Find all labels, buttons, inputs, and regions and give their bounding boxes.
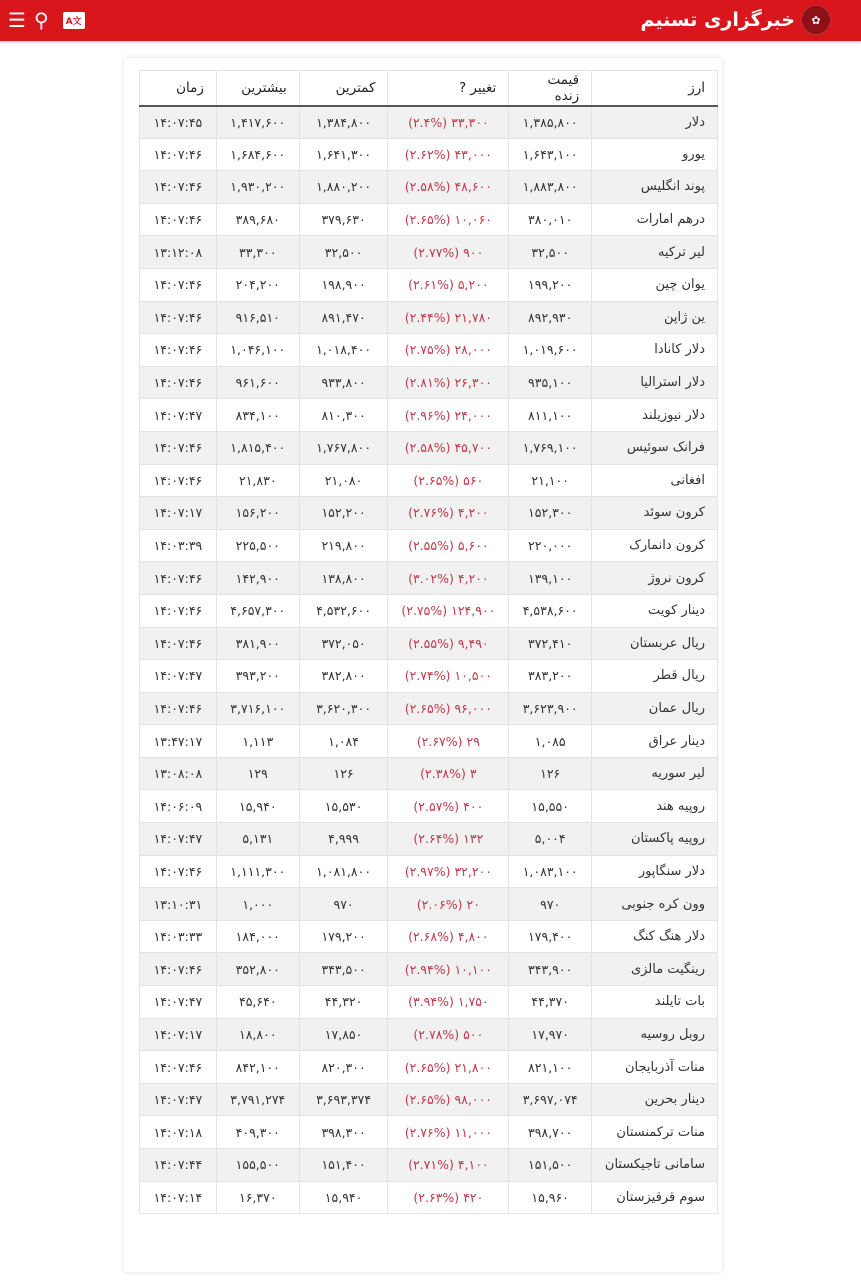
high-price: ۲۰۴,۲۰۰ bbox=[216, 268, 299, 301]
live-price: ۳۸۳,۲۰۰ bbox=[509, 660, 592, 693]
high-price: ۸۳۴,۱۰۰ bbox=[216, 399, 299, 432]
update-time: ۱۴:۰۷:۴۶ bbox=[140, 334, 217, 367]
live-price: ۸۹۲,۹۳۰ bbox=[509, 301, 592, 334]
table-row bbox=[140, 203, 718, 236]
update-time: ۱۴:۰۷:۴۶ bbox=[140, 692, 217, 725]
table-row bbox=[140, 334, 718, 367]
price-change: ۵,۲۰۰ (۲.۶۱%) bbox=[388, 268, 509, 301]
table-row bbox=[140, 497, 718, 530]
currency-name: دینار کویت bbox=[592, 594, 718, 627]
col-high: بیشترین bbox=[216, 71, 299, 106]
price-change: ۴,۱۰۰ (۲.۷۱%) bbox=[388, 1149, 509, 1182]
site-name: خبرگزاری تسنیم bbox=[640, 9, 795, 31]
low-price: ۳۷۲,۰۵۰ bbox=[299, 627, 388, 660]
low-price: ۳,۶۹۳,۳۷۴ bbox=[299, 1083, 388, 1116]
low-price: ۲۱,۰۸۰ bbox=[299, 464, 388, 497]
low-price: ۸۹۱,۴۷۰ bbox=[299, 301, 388, 334]
currency-name: رینگیت مالزی bbox=[592, 953, 718, 986]
update-time: ۱۴:۰۷:۴۴ bbox=[140, 1149, 217, 1182]
table-row bbox=[140, 660, 718, 693]
live-price: ۳,۶۹۷,۰۷۴ bbox=[509, 1083, 592, 1116]
table-row bbox=[140, 268, 718, 301]
currency-name: دلار هنگ کنگ bbox=[592, 920, 718, 953]
update-time: ۱۴:۰۷:۴۶ bbox=[140, 627, 217, 660]
low-price: ۳۸۲,۸۰۰ bbox=[299, 660, 388, 693]
low-price: ۱۷۹,۲۰۰ bbox=[299, 920, 388, 953]
high-price: ۳,۷۹۱,۲۷۴ bbox=[216, 1083, 299, 1116]
table-row bbox=[140, 1018, 718, 1051]
low-price: ۹۳۳,۸۰۰ bbox=[299, 366, 388, 399]
price-change: ۲۸,۰۰۰ (۲.۷۵%) bbox=[388, 334, 509, 367]
update-time: ۱۴:۰۷:۴۷ bbox=[140, 399, 217, 432]
low-price: ۴۴,۳۲۰ bbox=[299, 986, 388, 1019]
table-row bbox=[140, 920, 718, 953]
update-time: ۱۴:۰۷:۴۷ bbox=[140, 660, 217, 693]
currency-name: یورو bbox=[592, 138, 718, 171]
live-price: ۳,۶۲۳,۹۰۰ bbox=[509, 692, 592, 725]
table-row bbox=[140, 953, 718, 986]
high-price: ۴۵,۶۴۰ bbox=[216, 986, 299, 1019]
currency-name: روپیه پاکستان bbox=[592, 823, 718, 856]
high-price: ۳۵۲,۸۰۰ bbox=[216, 953, 299, 986]
high-price: ۳۹۳,۲۰۰ bbox=[216, 660, 299, 693]
table-row bbox=[140, 106, 718, 139]
table-row bbox=[140, 1116, 718, 1149]
toolbar-icons bbox=[8, 8, 85, 32]
table-row bbox=[140, 431, 718, 464]
low-price: ۳۹۸,۳۰۰ bbox=[299, 1116, 388, 1149]
live-price: ۱۷,۹۷۰ bbox=[509, 1018, 592, 1051]
table-row bbox=[140, 138, 718, 171]
currency-name: ین ژاپن bbox=[592, 301, 718, 334]
low-price: ۱۵,۵۳۰ bbox=[299, 790, 388, 823]
price-change: ۱۱,۰۰۰ (۲.۷۶%) bbox=[388, 1116, 509, 1149]
price-change: ۴۲۰ (۲.۶۳%) bbox=[388, 1181, 509, 1214]
table-row bbox=[140, 725, 718, 758]
currency-name: لیر سوریه bbox=[592, 757, 718, 790]
price-change: ۲۶,۳۰۰ (۲.۸۱%) bbox=[388, 366, 509, 399]
high-price: ۳,۷۱۶,۱۰۰ bbox=[216, 692, 299, 725]
update-time: ۱۴:۰۷:۴۶ bbox=[140, 953, 217, 986]
price-change: ۲۱,۷۸۰ (۲.۴۴%) bbox=[388, 301, 509, 334]
price-change: ۳ (۲.۳۸%) bbox=[388, 757, 509, 790]
table-row bbox=[140, 236, 718, 269]
table-row bbox=[140, 594, 718, 627]
top-bar bbox=[0, 0, 861, 41]
table-row bbox=[140, 464, 718, 497]
price-change: ۴۰۰ (۲.۵۷%) bbox=[388, 790, 509, 823]
low-price: ۱۳۸,۸۰۰ bbox=[299, 562, 388, 595]
high-price: ۴۰۹,۳۰۰ bbox=[216, 1116, 299, 1149]
update-time: ۱۴:۰۷:۴۵ bbox=[140, 106, 217, 139]
update-time: ۱۳:۱۲:۰۸ bbox=[140, 236, 217, 269]
price-change: ۱۰,۱۰۰ (۲.۹۴%) bbox=[388, 953, 509, 986]
high-price: ۱,۱۱۱,۳۰۰ bbox=[216, 855, 299, 888]
live-price: ۳۹۸,۷۰۰ bbox=[509, 1116, 592, 1149]
price-change: ۴۸,۶۰۰ (۲.۵۸%) bbox=[388, 171, 509, 204]
currency-name: روپیه هند bbox=[592, 790, 718, 823]
col-currency: ارز bbox=[592, 71, 718, 106]
table-row bbox=[140, 1083, 718, 1116]
currency-name: منات ترکمنستان bbox=[592, 1116, 718, 1149]
high-price: ۳۸۹,۶۸۰ bbox=[216, 203, 299, 236]
update-time: ۱۴:۰۶:۰۹ bbox=[140, 790, 217, 823]
update-time: ۱۴:۰۷:۱۴ bbox=[140, 1181, 217, 1214]
low-price: ۱,۰۸۴ bbox=[299, 725, 388, 758]
table-row bbox=[140, 757, 718, 790]
price-change: ۱۰,۰۶۰ (۲.۶۵%) bbox=[388, 203, 509, 236]
high-price: ۲۲۵,۵۰۰ bbox=[216, 529, 299, 562]
price-change: ۱۲۴,۹۰۰ (۲.۷۵%) bbox=[388, 594, 509, 627]
live-price: ۵,۰۰۴ bbox=[509, 823, 592, 856]
update-time: ۱۴:۰۷:۴۶ bbox=[140, 562, 217, 595]
price-change: ۳۳,۳۰۰ (۲.۴%) bbox=[388, 106, 509, 139]
high-price: ۳۳,۳۰۰ bbox=[216, 236, 299, 269]
high-price: ۵,۱۳۱ bbox=[216, 823, 299, 856]
update-time: ۱۳:۰۸:۰۸ bbox=[140, 757, 217, 790]
col-change[interactable]: تغییر ? bbox=[388, 71, 509, 106]
currency-name: ریال قطر bbox=[592, 660, 718, 693]
update-time: ۱۴:۰۷:۴۶ bbox=[140, 594, 217, 627]
table-row bbox=[140, 888, 718, 921]
price-change: ۱,۷۵۰ (۳.۹۴%) bbox=[388, 986, 509, 1019]
price-change: ۳۲,۲۰۰ (۲.۹۷%) bbox=[388, 855, 509, 888]
live-price: ۱۵۱,۵۰۰ bbox=[509, 1149, 592, 1182]
currency-name: لیر ترکیه bbox=[592, 236, 718, 269]
update-time: ۱۴:۰۷:۴۷ bbox=[140, 1083, 217, 1116]
low-price: ۸۲۰,۳۰۰ bbox=[299, 1051, 388, 1084]
high-price: ۹۶۱,۶۰۰ bbox=[216, 366, 299, 399]
update-time: ۱۴:۰۷:۴۶ bbox=[140, 855, 217, 888]
col-low: کمترین bbox=[299, 71, 388, 106]
price-change: ۲۴,۰۰۰ (۲.۹۶%) bbox=[388, 399, 509, 432]
low-price: ۱۵۱,۴۰۰ bbox=[299, 1149, 388, 1182]
price-change: ۲۰ (۲.۰۶%) bbox=[388, 888, 509, 921]
currency-name: دینار بحرین bbox=[592, 1083, 718, 1116]
low-price: ۱,۳۸۴,۸۰۰ bbox=[299, 106, 388, 139]
price-change: ۵۰۰ (۲.۷۸%) bbox=[388, 1018, 509, 1051]
table-row bbox=[140, 1051, 718, 1084]
low-price: ۱,۰۱۸,۴۰۰ bbox=[299, 334, 388, 367]
high-price: ۳۸۱,۹۰۰ bbox=[216, 627, 299, 660]
high-price: ۱,۰۰۰ bbox=[216, 888, 299, 921]
low-price: ۱۷,۸۵۰ bbox=[299, 1018, 388, 1051]
price-change: ۱۰,۵۰۰ (۲.۷۴%) bbox=[388, 660, 509, 693]
high-price: ۱,۱۱۳ bbox=[216, 725, 299, 758]
live-price: ۴,۵۳۸,۶۰۰ bbox=[509, 594, 592, 627]
live-price: ۳۲,۵۰۰ bbox=[509, 236, 592, 269]
update-time: ۱۴:۰۷:۴۶ bbox=[140, 203, 217, 236]
live-price: ۱۳۹,۱۰۰ bbox=[509, 562, 592, 595]
live-price: ۲۲۰,۰۰۰ bbox=[509, 529, 592, 562]
currency-name: دینار عراق bbox=[592, 725, 718, 758]
high-price: ۱۸۴,۰۰۰ bbox=[216, 920, 299, 953]
high-price: ۱,۸۱۵,۴۰۰ bbox=[216, 431, 299, 464]
table-row bbox=[140, 1181, 718, 1214]
table-row bbox=[140, 529, 718, 562]
price-change: ۹,۴۹۰ (۲.۵۵%) bbox=[388, 627, 509, 660]
live-price: ۳۷۲,۴۱۰ bbox=[509, 627, 592, 660]
update-time: ۱۳:۴۷:۱۷ bbox=[140, 725, 217, 758]
currency-name: روبل روسیه bbox=[592, 1018, 718, 1051]
low-price: ۳۷۹,۶۳۰ bbox=[299, 203, 388, 236]
col-live-price: قیمت زنده bbox=[509, 71, 592, 106]
low-price: ۱,۰۸۱,۸۰۰ bbox=[299, 855, 388, 888]
update-time: ۱۴:۰۷:۴۶ bbox=[140, 171, 217, 204]
update-time: ۱۴:۰۳:۳۹ bbox=[140, 529, 217, 562]
price-change: ۵,۶۰۰ (۲.۵۵%) bbox=[388, 529, 509, 562]
price-change: ۴۵,۷۰۰ (۲.۵۸%) bbox=[388, 431, 509, 464]
live-price: ۸۱۱,۱۰۰ bbox=[509, 399, 592, 432]
live-price: ۱۷۹,۴۰۰ bbox=[509, 920, 592, 953]
price-change: ۵۶۰ (۲.۶۵%) bbox=[388, 464, 509, 497]
currency-name: افغانی bbox=[592, 464, 718, 497]
price-change: ۴,۲۰۰ (۲.۷۶%) bbox=[388, 497, 509, 530]
high-price: ۹۱۶,۵۱۰ bbox=[216, 301, 299, 334]
update-time: ۱۴:۰۷:۴۶ bbox=[140, 1051, 217, 1084]
live-price: ۱۵۲,۳۰۰ bbox=[509, 497, 592, 530]
low-price: ۹۷۰ bbox=[299, 888, 388, 921]
high-price: ۱۵,۹۴۰ bbox=[216, 790, 299, 823]
site-logo[interactable] bbox=[641, 5, 832, 35]
currency-name: کرون سوئد bbox=[592, 497, 718, 530]
live-price: ۲۱,۱۰۰ bbox=[509, 464, 592, 497]
live-price: ۹۳۵,۱۰۰ bbox=[509, 366, 592, 399]
update-time: ۱۴:۰۷:۱۷ bbox=[140, 497, 217, 530]
low-price: ۱,۶۴۱,۳۰۰ bbox=[299, 138, 388, 171]
currency-name: ریال عمان bbox=[592, 692, 718, 725]
update-time: ۱۴:۰۷:۴۶ bbox=[140, 138, 217, 171]
currency-name: دلار bbox=[592, 106, 718, 139]
currency-name: بات تایلند bbox=[592, 986, 718, 1019]
price-change: ۱۳۲ (۲.۶۴%) bbox=[388, 823, 509, 856]
currency-name: کرون نروژ bbox=[592, 562, 718, 595]
table-row bbox=[140, 692, 718, 725]
low-price: ۳۴۳,۵۰۰ bbox=[299, 953, 388, 986]
high-price: ۱۶,۳۷۰ bbox=[216, 1181, 299, 1214]
col-time: زمان bbox=[140, 71, 217, 106]
live-price: ۱,۸۸۳,۸۰۰ bbox=[509, 171, 592, 204]
low-price: ۳,۶۲۰,۳۰۰ bbox=[299, 692, 388, 725]
low-price: ۱۹۸,۹۰۰ bbox=[299, 268, 388, 301]
currency-name: پوند انگلیس bbox=[592, 171, 718, 204]
search-icon[interactable]: ⚲ bbox=[33, 8, 49, 32]
update-time: ۱۴:۰۷:۴۶ bbox=[140, 431, 217, 464]
currency-name: فرانک سوئیس bbox=[592, 431, 718, 464]
table-row bbox=[140, 1149, 718, 1182]
low-price: ۱,۷۶۷,۸۰۰ bbox=[299, 431, 388, 464]
live-price: ۳۴۳,۹۰۰ bbox=[509, 953, 592, 986]
low-price: ۲۱۹,۸۰۰ bbox=[299, 529, 388, 562]
live-price: ۱۹۹,۲۰۰ bbox=[509, 268, 592, 301]
live-price: ۱,۶۴۳,۱۰۰ bbox=[509, 138, 592, 171]
table-row bbox=[140, 171, 718, 204]
live-price: ۸۲۱,۱۰۰ bbox=[509, 1051, 592, 1084]
update-time: ۱۴:۰۷:۴۷ bbox=[140, 823, 217, 856]
currency-name: دلار سنگاپور bbox=[592, 855, 718, 888]
live-price: ۹۷۰ bbox=[509, 888, 592, 921]
update-time: ۱۴:۰۷:۴۶ bbox=[140, 366, 217, 399]
low-price: ۳۲,۵۰۰ bbox=[299, 236, 388, 269]
price-change: ۹۶,۰۰۰ (۲.۶۵%) bbox=[388, 692, 509, 725]
table-row bbox=[140, 823, 718, 856]
live-price: ۱,۳۸۵,۸۰۰ bbox=[509, 106, 592, 139]
update-time: ۱۴:۰۷:۱۷ bbox=[140, 1018, 217, 1051]
currency-name: ریال عربستان bbox=[592, 627, 718, 660]
high-price: ۱۸,۸۰۰ bbox=[216, 1018, 299, 1051]
update-time: ۱۴:۰۷:۴۶ bbox=[140, 268, 217, 301]
low-price: ۱۵,۹۴۰ bbox=[299, 1181, 388, 1214]
low-price: ۱۵۲,۲۰۰ bbox=[299, 497, 388, 530]
live-price: ۱,۰۱۹,۶۰۰ bbox=[509, 334, 592, 367]
tasnim-logo-icon: ✿ bbox=[801, 5, 831, 35]
high-price: ۱۴۲,۹۰۰ bbox=[216, 562, 299, 595]
currency-name: دلار کانادا bbox=[592, 334, 718, 367]
price-change: ۲۱,۸۰۰ (۲.۶۵%) bbox=[388, 1051, 509, 1084]
table-header-row bbox=[140, 71, 718, 106]
currency-name: یوان چین bbox=[592, 268, 718, 301]
update-time: ۱۴:۰۷:۱۸ bbox=[140, 1116, 217, 1149]
currency-name: دلار استرالیا bbox=[592, 366, 718, 399]
price-change: ۴,۲۰۰ (۳.۰۲%) bbox=[388, 562, 509, 595]
update-time: ۱۴:۰۷:۴۷ bbox=[140, 986, 217, 1019]
low-price: ۱,۸۸۰,۲۰۰ bbox=[299, 171, 388, 204]
price-change: ۴,۸۰۰ (۲.۶۸%) bbox=[388, 920, 509, 953]
high-price: ۱۲۹ bbox=[216, 757, 299, 790]
currency-name: سامانی تاجیکستان bbox=[592, 1149, 718, 1182]
table-row bbox=[140, 301, 718, 334]
high-price: ۱,۴۱۷,۶۰۰ bbox=[216, 106, 299, 139]
high-price: ۱۵۶,۲۰۰ bbox=[216, 497, 299, 530]
currency-name: وون کره جنوبی bbox=[592, 888, 718, 921]
price-change: ۹۸,۰۰۰ (۲.۶۵%) bbox=[388, 1083, 509, 1116]
translate-icon[interactable]: A文 bbox=[63, 12, 85, 29]
high-price: ۱,۶۸۴,۶۰۰ bbox=[216, 138, 299, 171]
currency-name: منات آذربایجان bbox=[592, 1051, 718, 1084]
currency-card bbox=[124, 58, 722, 1272]
high-price: ۸۴۲,۱۰۰ bbox=[216, 1051, 299, 1084]
table-row bbox=[140, 855, 718, 888]
high-price: ۴,۶۵۷,۳۰۰ bbox=[216, 594, 299, 627]
currency-name: کرون دانمارک bbox=[592, 529, 718, 562]
table-row bbox=[140, 790, 718, 823]
table-row bbox=[140, 366, 718, 399]
menu-icon[interactable]: ☰ bbox=[8, 8, 26, 32]
live-price: ۱۲۶ bbox=[509, 757, 592, 790]
price-change: ۲۹ (۲.۶۷%) bbox=[388, 725, 509, 758]
table-row bbox=[140, 627, 718, 660]
table-row bbox=[140, 562, 718, 595]
live-price: ۱,۷۶۹,۱۰۰ bbox=[509, 431, 592, 464]
live-price: ۱۵,۵۵۰ bbox=[509, 790, 592, 823]
low-price: ۸۱۰,۳۰۰ bbox=[299, 399, 388, 432]
live-price: ۴۴,۳۷۰ bbox=[509, 986, 592, 1019]
table-row bbox=[140, 399, 718, 432]
currency-table bbox=[139, 70, 718, 1214]
price-change: ۴۳,۰۰۰ (۲.۶۲%) bbox=[388, 138, 509, 171]
high-price: ۲۱,۸۳۰ bbox=[216, 464, 299, 497]
low-price: ۴,۹۹۹ bbox=[299, 823, 388, 856]
update-time: ۱۴:۰۳:۳۳ bbox=[140, 920, 217, 953]
update-time: ۱۳:۱۰:۳۱ bbox=[140, 888, 217, 921]
update-time: ۱۴:۰۷:۴۶ bbox=[140, 301, 217, 334]
price-change: ۹۰۰ (۲.۷۷%) bbox=[388, 236, 509, 269]
low-price: ۱۲۶ bbox=[299, 757, 388, 790]
live-price: ۳۸۰,۰۱۰ bbox=[509, 203, 592, 236]
update-time: ۱۴:۰۷:۴۶ bbox=[140, 464, 217, 497]
high-price: ۱,۹۳۰,۲۰۰ bbox=[216, 171, 299, 204]
live-price: ۱,۰۸۳,۱۰۰ bbox=[509, 855, 592, 888]
currency-name: سوم قرقیزستان bbox=[592, 1181, 718, 1214]
live-price: ۱,۰۸۵ bbox=[509, 725, 592, 758]
high-price: ۱۵۵,۵۰۰ bbox=[216, 1149, 299, 1182]
high-price: ۱,۰۴۶,۱۰۰ bbox=[216, 334, 299, 367]
low-price: ۴,۵۳۲,۶۰۰ bbox=[299, 594, 388, 627]
table-row bbox=[140, 986, 718, 1019]
currency-name: درهم امارات bbox=[592, 203, 718, 236]
live-price: ۱۵,۹۶۰ bbox=[509, 1181, 592, 1214]
currency-name: دلار نیوزیلند bbox=[592, 399, 718, 432]
